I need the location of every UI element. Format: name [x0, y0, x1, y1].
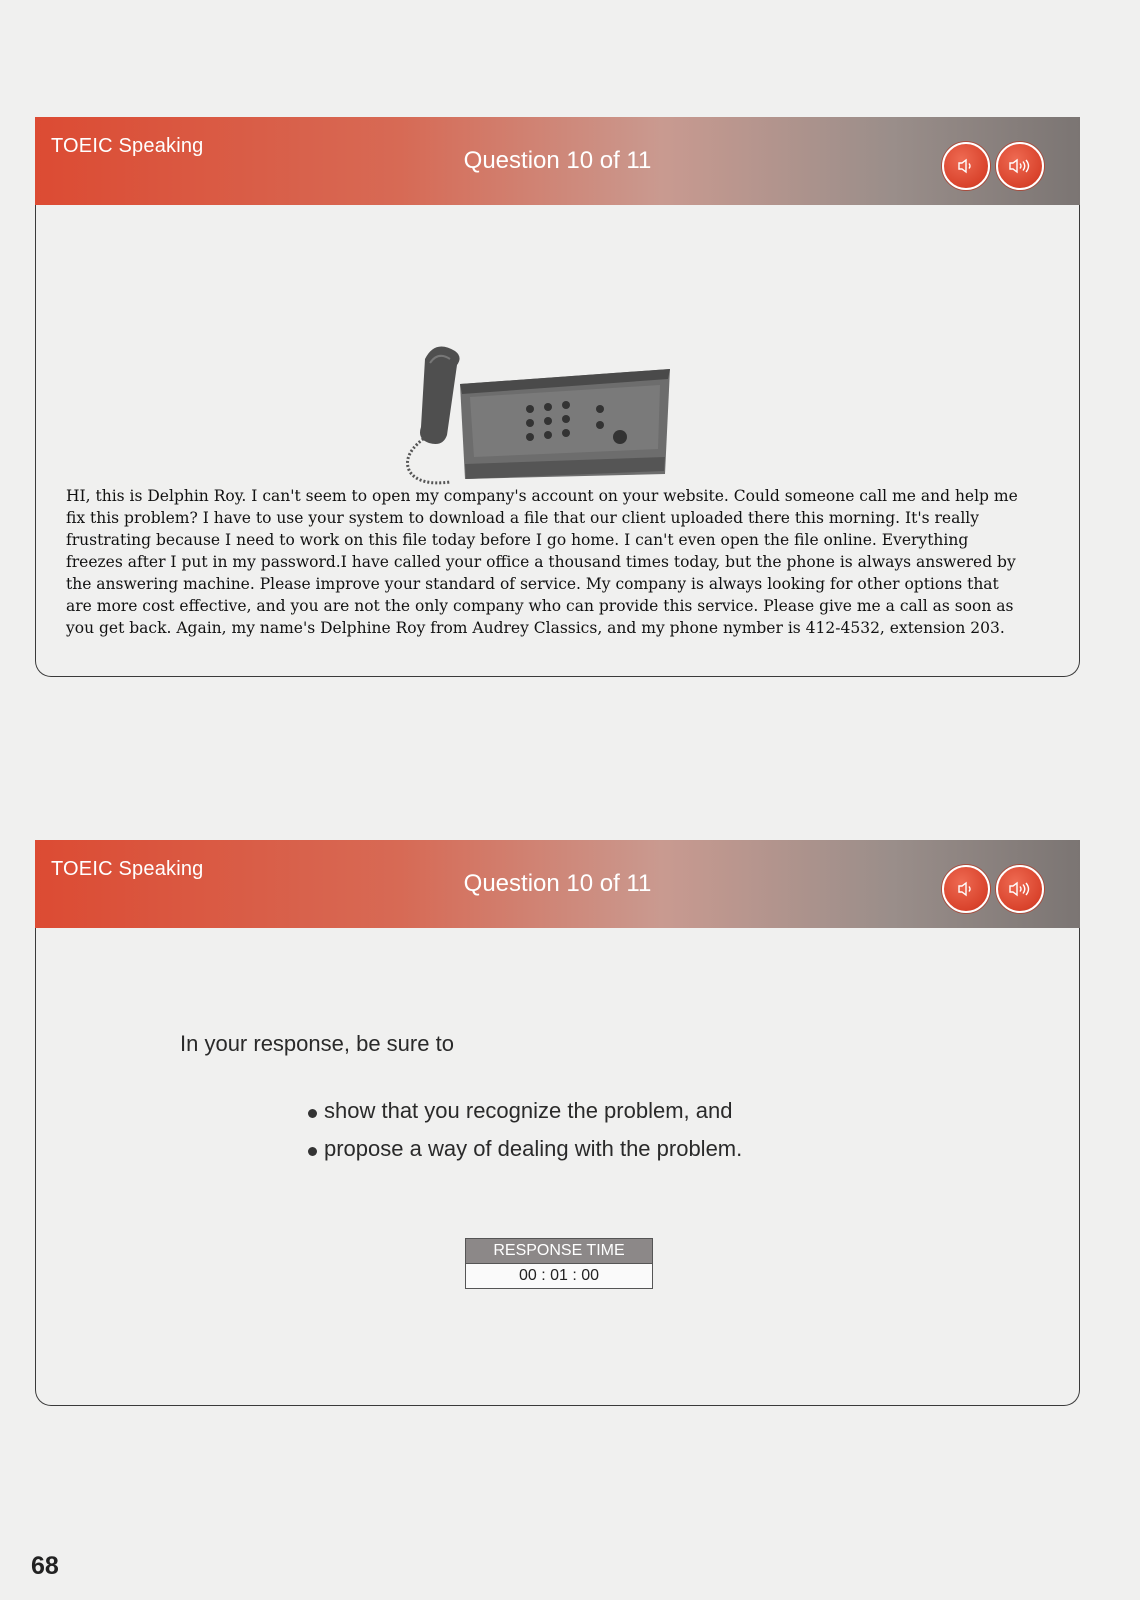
panel-body [35, 205, 1080, 677]
voicemail-message-text: HI, this is Delphin Roy. I can't seem to open my company's account on your website. Could someone call me and help me fix this problem? I have to use your system to download a file that our client uploaded there this morning. It's really frustrating because I need to work on this file today before I go home. I can't even open the file online. Everything freezes after I put in my password.I have called your office a thousand times today, but the phone is always answered by the answering machine. Please improve your standard of service. My company is always looking for other options that are more cost effective, and you are not the only company who can provide this service. Please give me a call as soon as you get back. Again, my name's Delphine Roy from Audrey Classics, and my phone nymber is 412-4532, extension 203. [66, 487, 1018, 637]
response-time-value: 00 : 01 : 00 [466, 1263, 652, 1288]
panel-body [35, 928, 1080, 1406]
response-instruction: In your response, be sure to [180, 1031, 454, 1056]
response-time-label: RESPONSE TIME [466, 1239, 652, 1263]
list-item: show that you recognize the problem, and [306, 1098, 742, 1136]
volume-high-button[interactable] [996, 142, 1044, 190]
volume-low-button[interactable] [942, 142, 990, 190]
page-number: 68 [31, 1552, 59, 1580]
speaker-high-icon [1008, 157, 1032, 175]
volume-high-button[interactable] [996, 865, 1044, 913]
response-time-box [465, 1238, 653, 1289]
question-panel-1 [35, 117, 1080, 677]
requirement-list [306, 1098, 742, 1174]
volume-low-button[interactable] [942, 865, 990, 913]
question-title: Question 10 of 11 [463, 147, 652, 174]
speaker-low-icon [956, 157, 976, 175]
fax-machine-icon [370, 339, 670, 489]
panel-header [35, 840, 1080, 928]
list-item: propose a way of dealing with the problem. [306, 1136, 742, 1174]
speaker-low-icon [956, 880, 976, 898]
question-panel-2 [35, 840, 1080, 1406]
panel-header [35, 117, 1080, 205]
brand-label: TOEIC Speaking [51, 135, 204, 157]
speaker-high-icon [1008, 880, 1032, 898]
question-title: Question 10 of 11 [463, 870, 652, 897]
brand-label: TOEIC Speaking [51, 858, 204, 880]
